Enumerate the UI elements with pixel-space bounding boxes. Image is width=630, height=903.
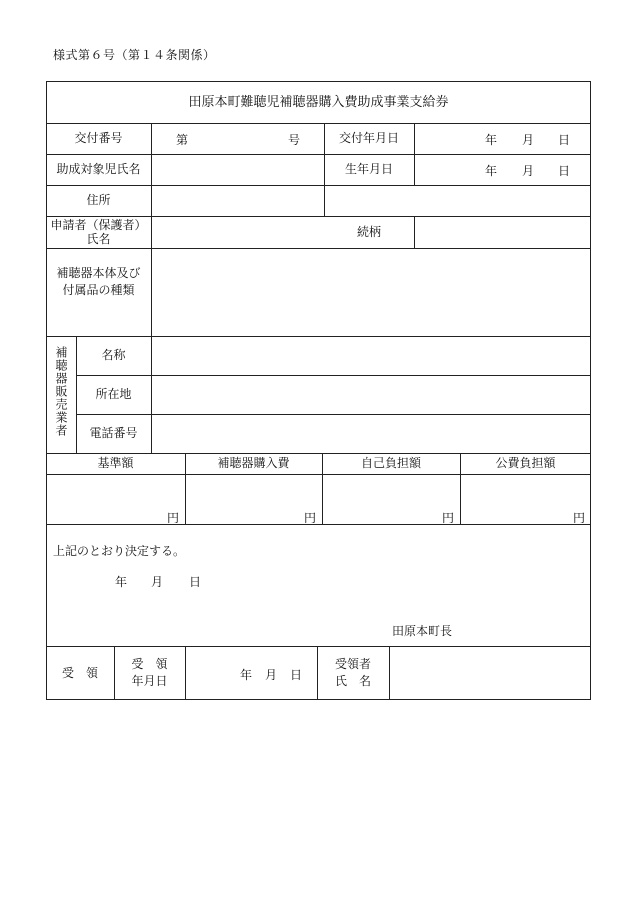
issue-date-day: 日 [558,133,571,147]
col-divider [151,123,152,453]
seller-vertical-label: 補聴器販売業者 [54,346,68,437]
seller-location-label: 所在地 [95,387,132,402]
hearing-aid-type-line2: 付属品の種類 [62,283,135,297]
mayor-signature: 田原本町長 [392,624,453,638]
birth-date-day: 日 [558,164,571,178]
hearing-aid-type-line1: 補聴器本体及び [56,265,141,280]
birth-date-label: 生年月日 [344,162,393,177]
birth-date-year: 年 [485,164,498,178]
applicant-label [46,216,151,248]
decision-text: 上記のとおり決定する。 [53,544,186,558]
self-pay-unit: 円 [442,511,455,525]
row-divider [46,474,591,475]
row-divider [46,248,591,249]
receipt-date-line2: 年月日 [131,674,168,688]
form-title: 田原本町難聴児補聴器購入費助成事業支給券 [188,94,449,110]
hearing-aid-type-label [46,262,151,302]
col-divider [414,123,415,185]
public-pay-unit: 円 [573,511,586,525]
public-pay-header: 公費負担額 [495,456,556,471]
issue-date-month: 月 [522,133,535,147]
self-pay-header: 自己負担額 [360,456,421,471]
receiver-name-label [317,646,389,700]
receipt-date-line1: 受 領 [131,657,168,672]
receiver-line2: 氏 名 [334,674,371,688]
row-divider [76,375,591,376]
issue-number-dai: 第 [176,133,189,147]
receipt-month: 月 [265,668,278,682]
applicant-label-line2: 氏名 [86,232,111,246]
child-name-label: 助成対象児氏名 [56,162,141,177]
standard-amount-unit: 円 [167,511,180,525]
issue-date-label: 交付年月日 [338,131,399,146]
issue-date-year: 年 [485,133,498,147]
purchase-cost-unit: 円 [304,511,317,525]
seller-phone-label: 電話番号 [89,426,138,441]
issue-number-label: 交付番号 [74,131,123,146]
relation-label: 続柄 [356,224,381,239]
col-divider [414,216,415,248]
receiver-line1: 受領者 [334,657,371,672]
receipt-label: 受 領 [61,665,98,680]
address-label: 住所 [86,193,111,208]
seller-name-label: 名称 [101,348,126,363]
row-divider [46,524,591,525]
standard-amount-header: 基準額 [97,456,134,471]
receipt-year: 年 [240,668,253,682]
applicant-label-line1: 申請者（保護者） [50,217,147,232]
col-divider [389,646,390,700]
issue-number-go: 号 [288,133,301,147]
birth-date-month: 月 [522,164,535,178]
row-divider [76,414,591,415]
decision-year: 年 [115,575,128,589]
col-divider [185,646,186,700]
decision-day: 日 [189,575,202,589]
receipt-date-label [114,646,185,700]
decision-month: 月 [151,575,164,589]
receipt-day: 日 [290,668,303,682]
form-number-header: 様式第６号（第１４条関係） [53,48,216,62]
purchase-cost-header: 補聴器購入費 [217,456,290,471]
